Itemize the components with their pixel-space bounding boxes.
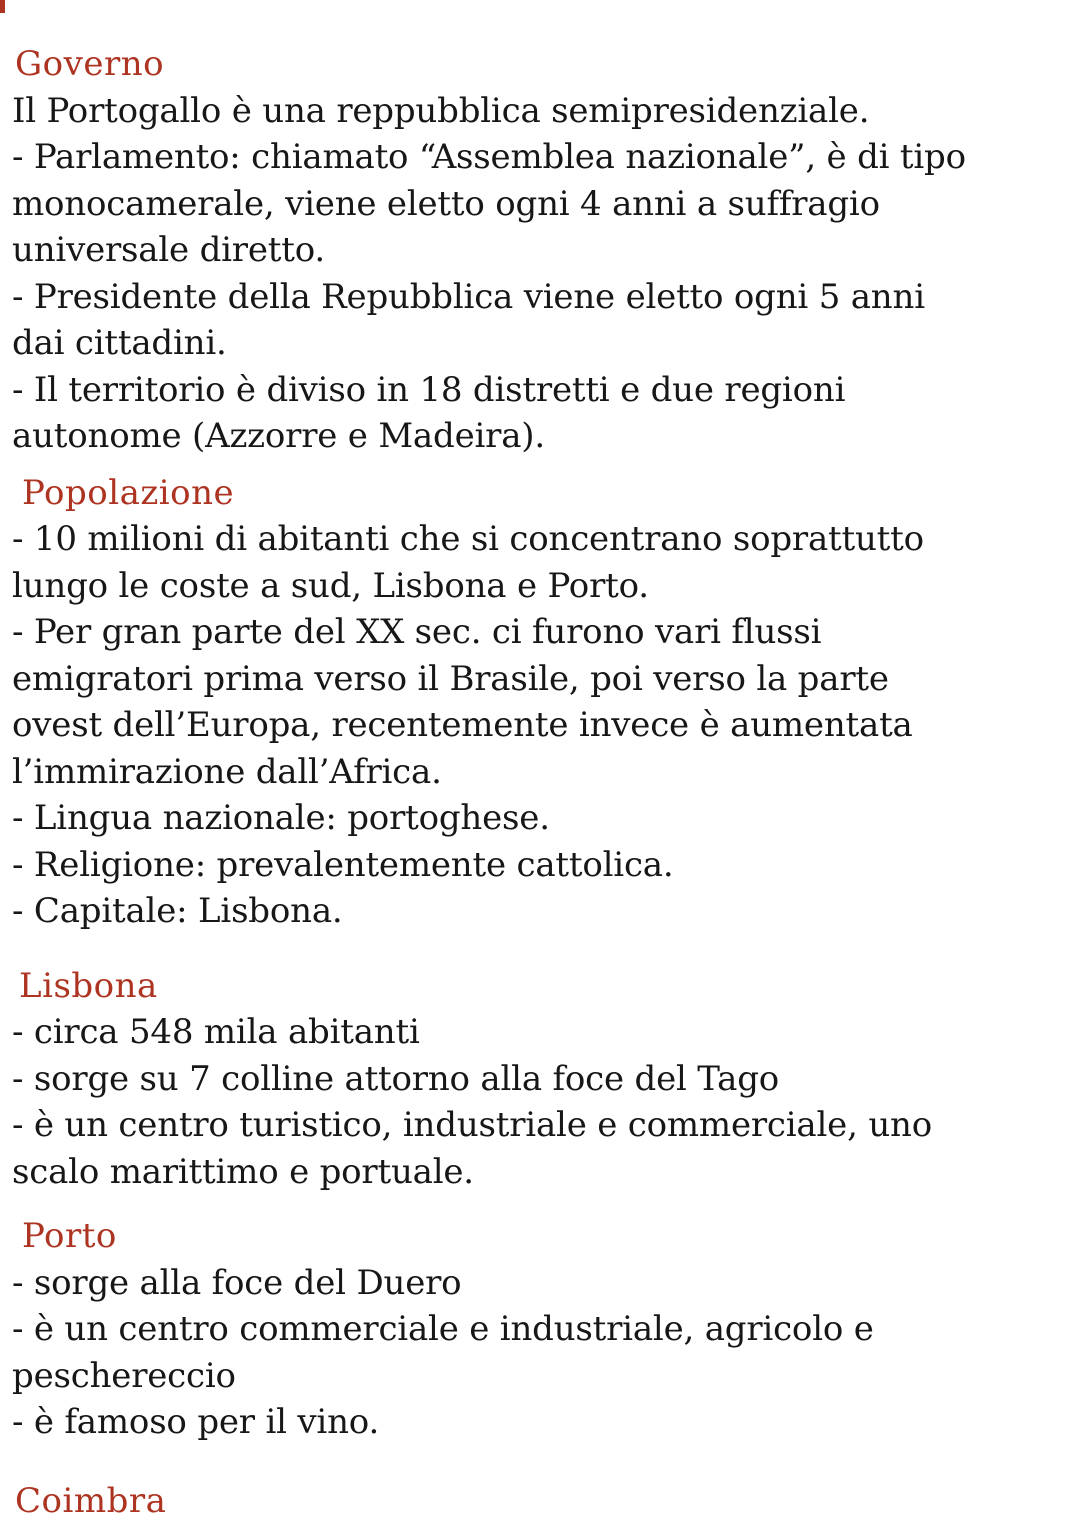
text-line: dai cittadini. (12, 323, 227, 363)
section-porto (12, 1213, 1070, 1446)
text-line: - circa 548 mila abitanti (12, 1012, 420, 1052)
text-line: l’immirazione dall’Africa. (12, 751, 442, 792)
text-line: - Capitale: Lisbona. (12, 891, 343, 931)
text-line: monocamerale, viene eletto ogni 4 anni a suffragio (12, 183, 880, 224)
section-lisbona (12, 963, 1070, 1196)
text-line: - Il territorio è diviso in 18 distretti e due regioni (12, 369, 846, 410)
section-heading-porto: Porto (22, 1216, 117, 1256)
section-popolazione (12, 470, 1070, 935)
text-line: - Per gran parte del XX sec. ci furono vari flussi (12, 612, 822, 652)
text-line: scalo marittimo e portuale. (12, 1151, 474, 1192)
text-line: lungo le coste a sud, Lisbona e Porto. (12, 565, 649, 606)
text-line: - sorge alla foce del Duero (12, 1262, 462, 1303)
text-line: - Religione: prevalentemente cattolica. (12, 844, 674, 885)
text-line: Il Portogallo è una reppubblica semipresidenziale. (12, 90, 870, 131)
section-heading-lisbona: Lisbona (19, 965, 158, 1006)
text-line: universale diretto. (12, 230, 325, 270)
section-coimbra (12, 1478, 1070, 1525)
section-heading-coimbra: Coimbra (15, 1480, 167, 1521)
text-line: peschereccio (12, 1355, 236, 1396)
text-line: emigratori prima verso il Brasile, poi verso la parte (12, 658, 889, 699)
text-line: - è un centro turistico, industriale e commerciale, uno (12, 1105, 932, 1145)
text-line: - Lingua nazionale: portoghese. (12, 798, 550, 838)
section-governo (12, 41, 1070, 460)
text-line: autonome (Azzorre e Madeira). (12, 416, 545, 456)
corner-mark (0, 0, 5, 13)
text-line: - Parlamento: chiamato “Assemblea nazionale”, è di tipo (12, 137, 966, 177)
section-heading-popolazione: Popolazione (22, 472, 235, 513)
text-line: - è famoso per il vino. (12, 1402, 380, 1442)
text-line: - 10 milioni di abitanti che si concentrano soprattutto (12, 519, 924, 559)
text-line: ovest dell’Europa, recentemente invece è aumentata (12, 705, 913, 745)
text-line: - Presidente della Repubblica viene eletto ogni 5 anni (12, 276, 925, 317)
text-line: - sorge su 7 colline attorno alla foce del Tago (12, 1058, 780, 1099)
text-line: - è un centro commerciale e industriale, agricolo e (12, 1309, 874, 1349)
section-heading-governo: Governo (15, 44, 165, 84)
